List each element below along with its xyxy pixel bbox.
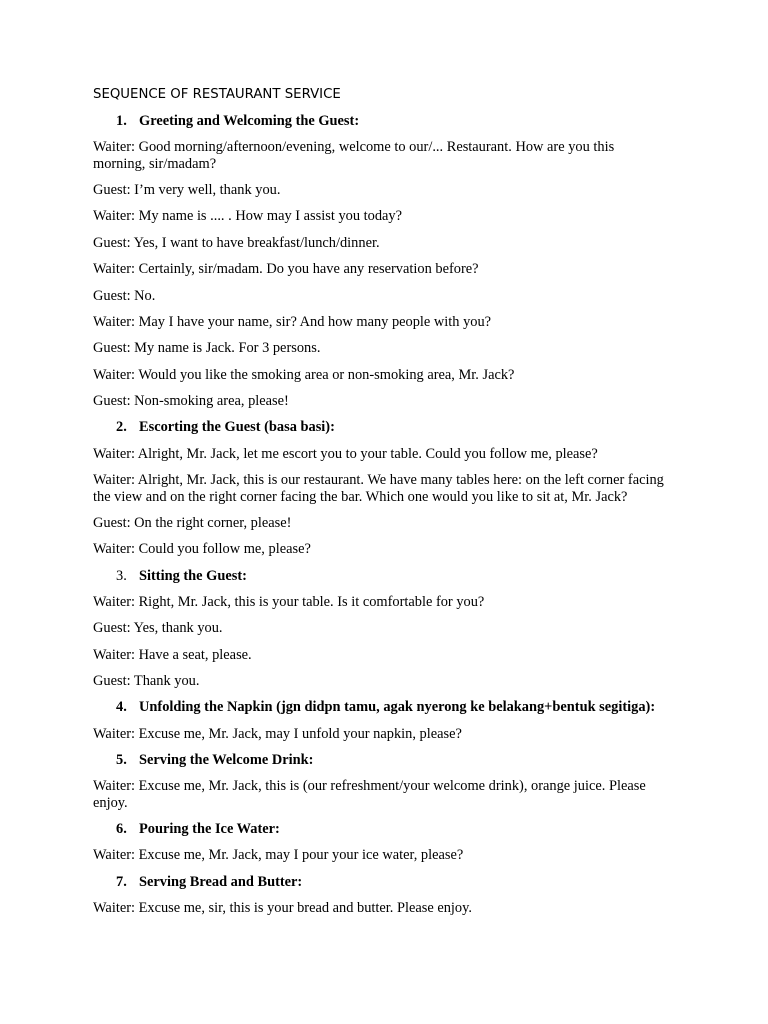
section-title: Serving Bread and Butter:: [139, 874, 303, 890]
dialogue-line: Guest: Thank you.: [93, 673, 200, 689]
document-title: SEQUENCE OF RESTAURANT SERVICE: [93, 87, 341, 102]
dialogue-line: Guest: Yes, thank you.: [93, 620, 223, 636]
section-number: 4.: [116, 699, 127, 715]
dialogue-line: Guest: On the right corner, please!: [93, 515, 292, 531]
dialogue-line: Waiter: Certainly, sir/madam. Do you have any reservation before?: [93, 261, 479, 277]
dialogue-line: Guest: Non-smoking area, please!: [93, 393, 289, 409]
section-title: Escorting the Guest (basa basi):: [139, 419, 335, 435]
dialogue-line: Waiter: Good morning/afternoon/evening, welcome to our/... Restaurant. How are you this morning, sir/madam?: [93, 139, 615, 172]
dialogue-line: Waiter: May I have your name, sir? And how many people with you?: [93, 314, 492, 330]
dialogue-line: Waiter: Excuse me, Mr. Jack, may I unfold your napkin, please?: [93, 726, 462, 742]
dialogue-line: Waiter: Would you like the smoking area or non-smoking area, Mr. Jack?: [93, 367, 515, 383]
dialogue-line: Waiter: Alright, Mr. Jack, this is our restaurant. We have many tables here: on the left corner facing the view and on the right corner facing the bar. Which one would you like to sit at, Mr. Jack?: [93, 472, 664, 505]
section-title: Sitting the Guest:: [139, 568, 247, 584]
section-heading-escorting: [116, 419, 335, 436]
section-number: 1.: [116, 113, 127, 129]
section-heading-napkin: [116, 699, 655, 716]
dialogue-line: Waiter: Right, Mr. Jack, this is your table. Is it comfortable for you?: [93, 594, 485, 610]
dialogue-line: Waiter: Excuse me, Mr. Jack, this is (our refreshment/your welcome drink), orange juice. Please enjoy.: [93, 778, 646, 811]
dialogue-line: Guest: My name is Jack. For 3 persons.: [93, 340, 321, 356]
section-title: Serving the Welcome Drink:: [139, 752, 314, 768]
dialogue-line: Waiter: Excuse me, sir, this is your bread and butter. Please enjoy.: [93, 900, 472, 916]
dialogue-line: Waiter: Alright, Mr. Jack, let me escort you to your table. Could you follow me, please?: [93, 446, 598, 462]
section-title: Pouring the Ice Water:: [139, 821, 280, 837]
dialogue-line: Waiter: Have a seat, please.: [93, 647, 252, 663]
section-heading-sitting: [116, 568, 247, 585]
section-number: 3.: [116, 568, 127, 584]
section-title: Greeting and Welcoming the Guest:: [139, 113, 360, 129]
dialogue-line: Guest: I’m very well, thank you.: [93, 182, 281, 198]
dialogue-line: Waiter: Excuse me, Mr. Jack, may I pour your ice water, please?: [93, 847, 464, 863]
section-number: 5.: [116, 752, 127, 768]
dialogue-line: Guest: Yes, I want to have breakfast/lunch/dinner.: [93, 235, 380, 251]
dialogue-line: Waiter: My name is .... . How may I assist you today?: [93, 208, 402, 224]
section-heading-ice-water: [116, 821, 280, 838]
dialogue-line: Waiter: Could you follow me, please?: [93, 541, 311, 557]
section-title: Unfolding the Napkin (jgn didpn tamu, agak nyerong ke belakang+bentuk segitiga):: [139, 699, 656, 715]
dialogue-line: Guest: No.: [93, 288, 156, 304]
section-number: 2.: [116, 419, 127, 435]
section-heading-greeting: [116, 113, 359, 130]
section-number: 7.: [116, 874, 127, 890]
section-number: 6.: [116, 821, 127, 837]
section-heading-bread-butter: [116, 874, 302, 891]
section-heading-welcome-drink: [116, 752, 313, 769]
